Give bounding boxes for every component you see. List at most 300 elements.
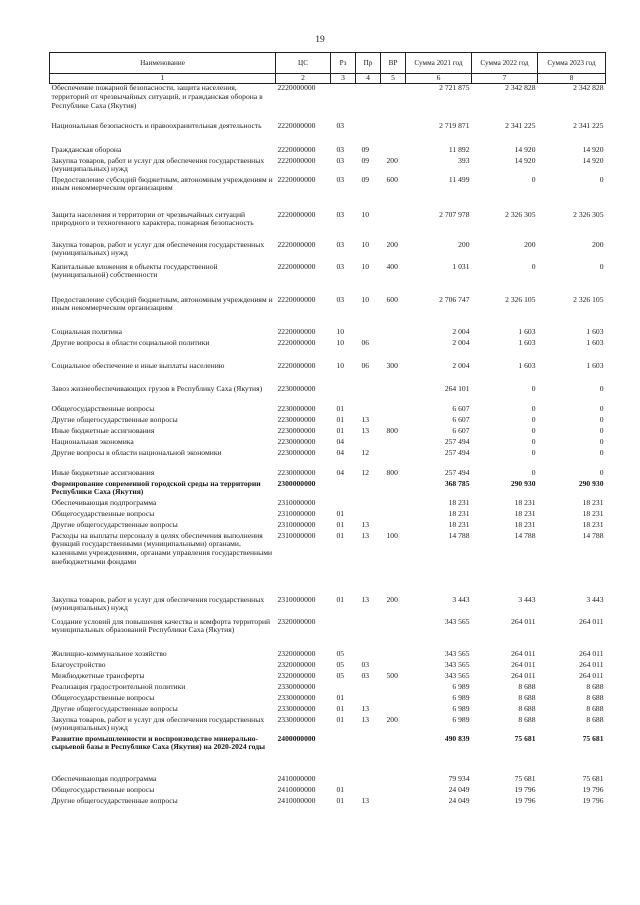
row-sum-2023-cell: 2 326 105 [573,294,604,304]
row-name-cell: Предоставление субсидий бюджетным, автономным учреждениям и иным некоммерческим организациям [51,174,273,193]
row-sum-2021-cell: 11 892 [448,144,470,154]
row-cs-cell: 2230000000 [277,467,316,477]
row-vr-cell: 500 [386,670,398,680]
row-rz-cell: 01 [336,425,345,435]
row-sum-2022-cell: 1 603 [518,326,536,336]
row-sum-2022-cell: 2 341 225 [505,120,536,130]
column-number: 6 [406,74,472,84]
row-rz-cell: 01 [336,795,345,805]
row-name-cell: Национальная безопасность и правоохранительная деятельность [51,120,262,130]
row-name-cell: Национальная экономика [51,436,134,446]
column-header-vr: ВР [381,53,406,74]
row-sum-2023-cell: 0 [599,447,604,457]
row-vr-cell [381,405,406,416]
row-name-cell: Социальное обеспечение и иные выплаты населению [51,360,225,370]
row-pr-cell: 09 [361,155,370,165]
row-rz-cell: 03 [336,294,345,304]
row-cs-cell: 2410000000 [277,773,316,783]
row-sum-2021-cell: 2 004 [452,326,470,336]
row-rz-cell: 03 [336,209,345,219]
row-cs-cell: 2320000000 [277,670,316,680]
table-row [50,122,606,146]
row-sum-2023-cell: 8 688 [586,714,604,724]
table-row [50,84,606,122]
table-header-row [50,53,606,74]
row-cs-cell: 2300000000 [277,478,316,488]
row-pr-cell [356,84,381,122]
row-sum-2023-cell: 19 796 [582,784,604,794]
row-vr-cell [381,499,406,510]
row-name-cell: Общегосударственные вопросы [51,403,155,413]
row-sum-2023-cell: 0 [599,383,604,393]
row-rz-cell: 03 [336,174,345,184]
row-sum-2021-cell: 200 [458,239,470,249]
row-sum-2022-cell: 19 796 [514,784,536,794]
row-cs-cell: 2230000000 [277,403,316,413]
row-sum-2023-cell: 1 603 [586,326,604,336]
table-row [50,480,606,499]
row-rz-cell: 10 [336,326,345,336]
row-rz-cell: 03 [336,239,345,249]
row-sum-2022-cell: 0 [531,447,536,457]
row-sum-2021-cell: 343 565 [444,659,470,669]
row-sum-2022-cell: 264 011 [511,670,536,680]
table-row [50,438,606,449]
row-sum-2022-cell: 0 [531,174,536,184]
row-sum-2022-cell: 0 [531,425,536,435]
row-name-cell: Иные бюджетные ассигнования [51,425,155,435]
row-name-cell: Другие общегосударственные вопросы [51,519,178,529]
row-cs-cell: 2230000000 [277,425,316,435]
table-row [50,263,606,296]
row-vr-cell: 200 [386,239,398,249]
row-sum-2021-cell: 2 707 978 [439,209,470,219]
row-rz-cell: 01 [336,692,345,702]
row-cs-cell: 2220000000 [277,155,316,165]
row-rz-cell: 01 [336,594,345,604]
row-pr-cell: 06 [361,337,370,347]
row-rz-cell: 10 [336,337,345,347]
row-cs-cell: 2330000000 [277,692,316,702]
row-name-cell: Другие общегосударственные вопросы [51,414,178,424]
row-sum-2021-cell: 6 989 [452,703,470,713]
table-row [50,661,606,672]
row-cs-cell: 2330000000 [277,714,316,724]
row-pr-cell [356,480,381,499]
row-cs-cell: 2310000000 [277,497,316,507]
row-sum-2023-cell: 264 011 [579,670,604,680]
row-sum-2021-cell: 2 721 875 [439,83,470,92]
row-vr-cell: 200 [386,714,398,724]
row-sum-2021-cell: 6 989 [452,692,470,702]
row-sum-2022-cell: 0 [531,261,536,271]
row-name-cell: Обеспечивающая подпрограмма [51,773,157,783]
row-sum-2023-cell: 0 [599,436,604,446]
table-row [50,405,606,416]
budget-table [49,52,606,808]
column-number: 2 [276,74,331,84]
row-name-cell: Защита населения и территории от чрезвычайных ситуаций природного и техногенного характера, пожарная безопасность [51,209,254,228]
table-row [50,176,606,211]
row-sum-2022-cell: 14 920 [514,155,536,165]
row-pr-cell [356,786,381,797]
row-vr-cell [381,786,406,797]
row-sum-2021-cell: 257 494 [444,467,470,477]
row-sum-2021-cell: 264 101 [444,383,470,393]
row-pr-cell: 10 [361,261,370,271]
table-row [50,339,606,362]
column-header-sum-2023: Сумма 2023 год [538,53,606,74]
row-name-cell: Завоз жизнеобеспечивающих грузов в Республику Саха (Якутия) [51,383,263,393]
table-row [50,775,606,786]
row-sum-2023-cell: 200 [592,239,604,249]
row-pr-cell: 13 [361,425,370,435]
row-sum-2023-cell: 8 688 [586,681,604,691]
row-pr-cell: 09 [361,144,370,154]
table-row [50,694,606,705]
row-vr-cell [381,480,406,499]
column-number: 5 [381,74,406,84]
row-cs-cell: 2410000000 [277,795,316,805]
row-vr-cell [381,694,406,705]
row-sum-2022-cell: 290 930 [510,478,536,488]
row-name-cell: Благоустройство [51,659,106,669]
table-row [50,650,606,661]
row-sum-2021-cell: 24 049 [448,795,470,805]
row-sum-2021-cell: 2 719 871 [439,120,470,130]
row-rz-cell: 01 [336,703,345,713]
row-sum-2022-cell: 264 011 [511,616,536,626]
row-cs-cell: 2220000000 [277,326,316,336]
row-sum-2021-cell: 257 494 [444,436,470,446]
row-pr-cell [356,775,381,786]
row-pr-cell [356,735,381,775]
row-cs-cell: 2230000000 [277,436,316,446]
row-pr-cell [356,694,381,705]
table-row [50,683,606,694]
row-vr-cell [381,797,406,808]
row-pr-cell: 06 [361,360,370,370]
row-cs-cell: 2220000000 [277,174,316,184]
row-vr-cell: 400 [386,261,398,271]
table-row [50,705,606,716]
row-name-cell: Закупка товаров, работ и услуг для обеспечения государственных (муниципальных) нужд [51,594,265,613]
table-row [50,241,606,263]
row-name-cell: Формирование современной городской среды на территории Республики Саха (Якутия) [51,478,261,497]
table-row [50,672,606,683]
row-cs-cell: 2220000000 [277,294,316,304]
row-name-cell: Капитальные вложения в объекты государственной (муниципальной) собственности [51,261,218,280]
row-sum-2023-cell: 14 920 [582,144,604,154]
row-rz-cell: 03 [336,155,345,165]
row-cs-cell: 2230000000 [277,414,316,424]
row-rz-cell [331,683,356,694]
row-pr-cell [356,510,381,521]
row-vr-cell: 100 [386,530,398,540]
row-cs-cell: 2220000000 [277,337,316,347]
row-rz-cell [331,775,356,786]
row-cs-cell: 2220000000 [277,360,316,370]
row-sum-2022-cell: 8 688 [518,714,536,724]
table-row [50,786,606,797]
row-sum-2021-cell: 2 004 [452,337,470,347]
row-vr-cell [381,416,406,427]
row-sum-2021-cell: 1 031 [452,261,470,271]
row-name-cell: Закупка товаров, работ и услуг для обеспечения государственных (муниципальных) нужд [51,239,265,258]
row-cs-cell: 2330000000 [277,703,316,713]
row-sum-2022-cell: 8 688 [518,703,536,713]
row-pr-cell: 10 [361,239,370,249]
row-rz-cell: 05 [336,659,345,669]
row-pr-cell [356,328,381,339]
row-rz-cell: 10 [336,360,345,370]
row-sum-2022-cell: 18 231 [514,508,536,518]
row-rz-cell: 01 [336,403,345,413]
row-sum-2023-cell: 1 603 [586,360,604,370]
row-sum-2023-cell: 0 [599,414,604,424]
row-name-cell: Общегосударственные вопросы [51,692,155,702]
row-sum-2021-cell: 343 565 [444,648,470,658]
row-sum-2021-cell: 79 934 [448,773,470,783]
row-sum-2023-cell: 75 681 [582,773,604,783]
row-vr-cell: 300 [386,360,398,370]
row-sum-2021-cell: 343 565 [444,616,470,626]
row-pr-cell [356,683,381,694]
row-name-cell: Другие общегосударственные вопросы [51,703,178,713]
row-sum-2022-cell: 8 688 [518,692,536,702]
row-cs-cell: 2310000000 [277,594,316,604]
row-pr-cell [356,618,381,650]
row-sum-2023-cell: 8 688 [586,703,604,713]
row-rz-cell [331,618,356,650]
column-number-row [50,74,606,84]
row-rz-cell: 03 [336,144,345,154]
row-pr-cell: 13 [361,594,370,604]
row-rz-cell: 04 [336,467,345,477]
table-row [50,797,606,808]
row-sum-2023-cell: 19 796 [582,795,604,805]
row-vr-cell: 200 [386,594,398,604]
row-vr-cell [381,339,406,362]
table-row [50,157,606,176]
column-header-sum-2021: Сумма 2021 год [406,53,472,74]
row-sum-2021-cell: 343 565 [444,670,470,680]
row-pr-cell: 13 [361,703,370,713]
table-row [50,146,606,157]
row-sum-2022-cell: 19 796 [514,795,536,805]
row-pr-cell [356,405,381,416]
row-vr-cell: 800 [386,425,398,435]
row-pr-cell: 13 [361,795,370,805]
row-sum-2022-cell: 8 688 [518,681,536,691]
row-rz-cell: 03 [336,120,345,130]
row-sum-2023-cell: 18 231 [582,508,604,518]
row-cs-cell: 2310000000 [277,519,316,529]
row-sum-2022-cell: 0 [531,467,536,477]
row-pr-cell: 13 [361,414,370,424]
row-name-cell: Межбюджетные трансферты [51,670,145,680]
row-name-cell: Обеспечивающая подпрограмма [51,497,157,507]
row-sum-2022-cell: 264 011 [511,648,536,658]
row-cs-cell: 2410000000 [277,784,316,794]
column-header-name: Наименование [50,53,276,74]
table-row [50,362,606,385]
row-rz-cell: 01 [336,714,345,724]
row-sum-2023-cell: 264 011 [579,616,604,626]
row-vr-cell: 600 [386,174,398,184]
row-vr-cell: 600 [386,294,398,304]
row-sum-2022-cell: 14 788 [514,530,536,540]
row-sum-2023-cell: 290 930 [578,478,604,488]
row-sum-2023-cell: 8 688 [586,692,604,702]
row-vr-cell [381,211,406,241]
row-vr-cell [381,438,406,449]
row-rz-cell: 01 [336,530,345,540]
column-number: 8 [538,74,606,84]
row-rz-cell: 05 [336,648,345,658]
row-cs-cell: 2320000000 [277,616,316,626]
row-pr-cell: 09 [361,174,370,184]
row-name-cell: Социальная политика [51,326,122,336]
table-row [50,385,606,405]
row-sum-2022-cell: 14 920 [514,144,536,154]
row-vr-cell [381,661,406,672]
row-rz-cell [331,499,356,510]
row-name-cell: Расходы на выплаты персоналу в целях обеспечения выполнения функций государственными (муниципальными) органами, казенными учреждениями, органами управления государственными внебюджетными фондами [51,530,273,567]
row-pr-cell: 10 [361,209,370,219]
row-cs-cell: 2220000000 [277,83,316,92]
row-name-cell: Другие общегосударственные вопросы [51,795,178,805]
row-sum-2021-cell: 368 785 [444,478,470,488]
column-number: 4 [356,74,381,84]
row-sum-2021-cell: 18 231 [448,497,470,507]
table-row [50,735,606,775]
row-sum-2021-cell: 11 499 [448,174,470,184]
row-sum-2022-cell: 200 [524,239,536,249]
row-name-cell: Закупка товаров, работ и услуг для обеспечения государственных (муниципальных) нужд [51,155,265,174]
table-row [50,211,606,241]
row-cs-cell: 2230000000 [277,383,316,393]
column-header-cs: ЦС [276,53,331,74]
page-number: 19 [315,35,325,45]
row-sum-2021-cell: 18 231 [448,519,470,529]
row-pr-cell [356,122,381,146]
row-name-cell: Обеспечение пожарной безопасности, защита населения, территорий от чрезвычайных ситуаций, и гражданская оборона в Республике Саха (Якутия) [51,83,263,110]
row-sum-2022-cell: 0 [531,383,536,393]
row-vr-cell [381,146,406,157]
table-body [50,84,606,808]
row-sum-2023-cell: 75 681 [582,733,604,743]
row-rz-cell [331,84,356,122]
row-name-cell: Развитие промышленности и воспроизводство минерально-сырьевой базы в Республике Саха (Якутия) на 2020-2024 годы [51,733,266,752]
row-sum-2022-cell: 75 681 [514,773,536,783]
row-sum-2023-cell: 0 [599,403,604,413]
table-row [50,328,606,339]
row-sum-2022-cell: 1 603 [518,337,536,347]
row-cs-cell: 2230000000 [277,447,316,457]
row-cs-cell: 2220000000 [277,209,316,219]
row-sum-2022-cell: 18 231 [514,519,536,529]
row-name-cell: Создание условий для повышения качества и комфорта территорий муниципальных образований Республики Саха (Якутия) [51,616,271,635]
table-row [50,499,606,510]
row-sum-2023-cell: 14 920 [582,155,604,165]
row-vr-cell [381,510,406,521]
row-sum-2023-cell: 18 231 [582,497,604,507]
column-number: 7 [472,74,538,84]
row-sum-2023-cell: 0 [599,261,604,271]
row-sum-2021-cell: 2 004 [452,360,470,370]
row-sum-2023-cell: 18 231 [582,519,604,529]
row-sum-2022-cell: 2 326 305 [505,209,536,219]
row-pr-cell: 12 [361,467,370,477]
table-row [50,596,606,618]
row-cs-cell: 2400000000 [277,733,316,743]
row-name-cell: Другие вопросы в области социальной политики [51,337,210,347]
row-rz-cell: 03 [336,261,345,271]
table-row [50,449,606,469]
row-name-cell: Жилищно-коммунальное хозяйство [51,648,167,658]
row-cs-cell: 2220000000 [277,261,316,271]
row-sum-2022-cell: 2 326 105 [505,294,536,304]
row-pr-cell: 13 [361,714,370,724]
row-name-cell: Закупка товаров, работ и услуг для обеспечения государственных (муниципальных) нужд [51,714,265,733]
table-row [50,618,606,650]
column-number: 1 [50,74,276,84]
row-vr-cell [381,521,406,532]
row-name-cell: Предоставление субсидий бюджетным, автономным учреждениям и иным некоммерческим организациям [51,294,273,313]
row-rz-cell: 01 [336,519,345,529]
row-name-cell: Реализация градостроительной политики [51,681,186,691]
row-vr-cell [381,705,406,716]
row-rz-cell [331,480,356,499]
table-row [50,416,606,427]
row-sum-2022-cell: 75 681 [514,733,536,743]
row-vr-cell [381,775,406,786]
table-row [50,521,606,532]
table-row [50,532,606,596]
row-sum-2022-cell: 18 231 [514,497,536,507]
row-rz-cell [331,735,356,775]
row-sum-2023-cell: 0 [599,174,604,184]
row-sum-2021-cell: 393 [458,155,470,165]
row-sum-2023-cell: 264 011 [579,659,604,669]
row-sum-2021-cell: 257 494 [444,447,470,457]
row-rz-cell: 01 [336,508,345,518]
row-sum-2021-cell: 6 607 [452,403,470,413]
table-row [50,469,606,480]
row-sum-2021-cell: 6 989 [452,714,470,724]
row-vr-cell [381,328,406,339]
row-sum-2022-cell: 1 603 [518,360,536,370]
row-rz-cell: 04 [336,447,345,457]
row-vr-cell: 200 [386,155,398,165]
row-vr-cell [381,650,406,661]
row-cs-cell: 2320000000 [277,659,316,669]
column-header-pr: Пр [356,53,381,74]
row-name-cell: Гражданская оборона [51,144,122,154]
row-rz-cell: 01 [336,784,345,794]
row-vr-cell [381,618,406,650]
row-pr-cell: 03 [361,659,370,669]
table-row [50,510,606,521]
row-sum-2022-cell: 0 [531,403,536,413]
row-sum-2023-cell: 2 326 305 [573,209,604,219]
column-number: 3 [331,74,356,84]
column-header-sum-2022: Сумма 2022 год [472,53,538,74]
row-sum-2021-cell: 6 607 [452,414,470,424]
row-pr-cell [356,650,381,661]
row-sum-2021-cell: 24 049 [448,784,470,794]
